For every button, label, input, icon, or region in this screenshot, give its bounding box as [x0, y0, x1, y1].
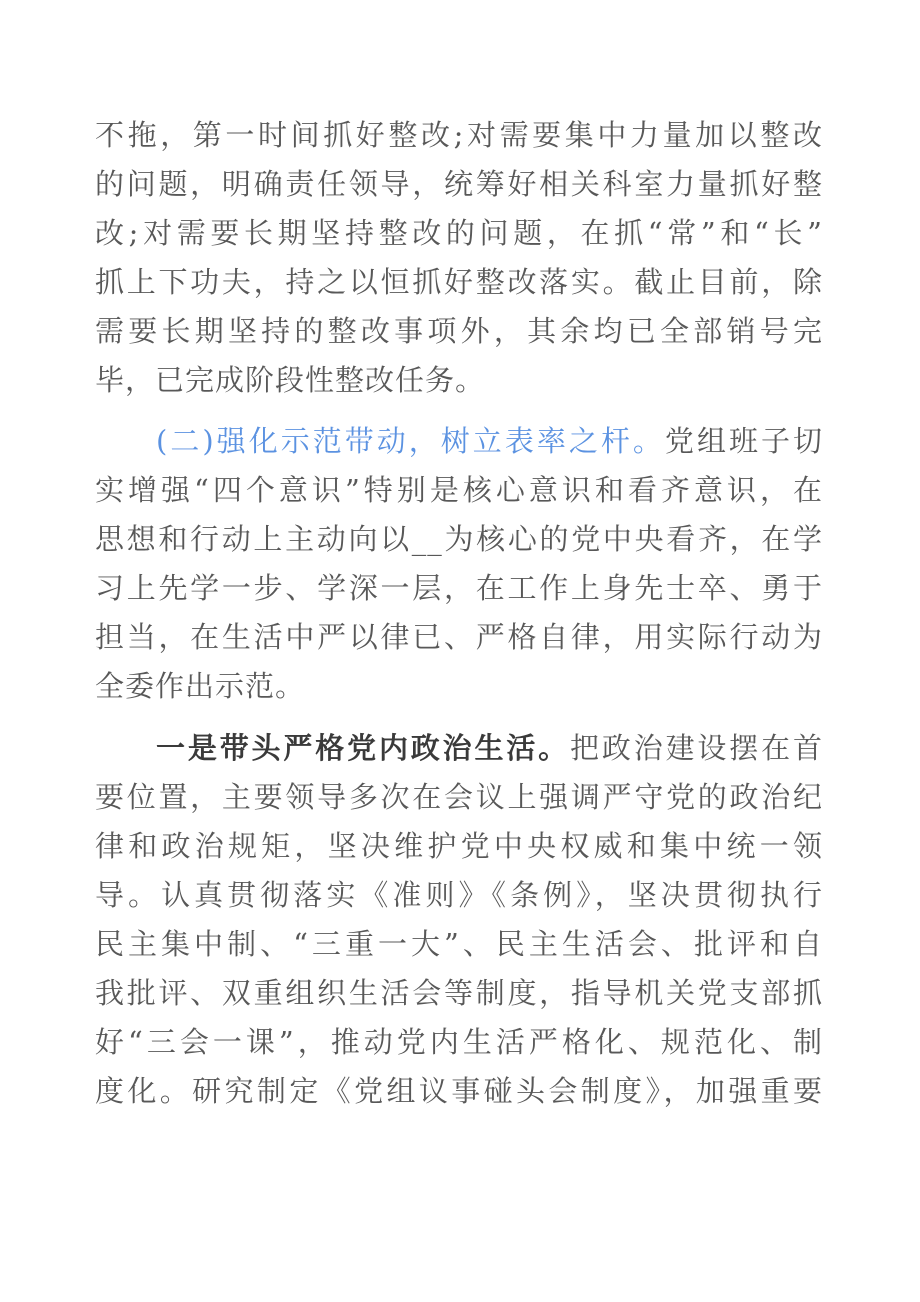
- text-line: 毕，已完成阶段性整改任务。: [95, 363, 486, 397]
- paragraph-3: [95, 724, 823, 1116]
- text-line: 担当，在生活中严以律已、严格自律，用实际行动为: [95, 620, 823, 654]
- text-line: 改;对需要长期坚持整改的问题，在抓“常”和“长”: [95, 216, 823, 250]
- text-line: 实增强“四个意识”特别是核心意识和看齐意识，在: [95, 473, 823, 507]
- section-heading: (二)强化示范带动，树立表率之杆。: [156, 424, 665, 458]
- text-line: 我批评、双重组织生活会等制度，指导机关党支部抓: [95, 976, 823, 1010]
- text-line: 要位置，主要领导多次在会议上强调严守党的政治纪: [95, 780, 823, 814]
- text-line: 不拖，第一时间抓好整改;对需要集中力量加以整改: [95, 118, 823, 152]
- text-line: 的问题，明确责任领导，统筹好相关科室力量抓好整: [95, 167, 823, 201]
- paragraph-2: [95, 417, 823, 711]
- text-line: 导。认真贯彻落实《准则》《条例》，坚决贯彻执行: [95, 878, 823, 912]
- text-line: 全委作出示范。: [95, 669, 306, 703]
- text-run: 党组班子切: [664, 424, 823, 458]
- text-line: 度化。研究制定《党组议事碰头会制度》，加强重要: [95, 1074, 823, 1108]
- text-line: 需要长期坚持的整改事项外，其余均已全部销号完: [95, 314, 823, 348]
- text-line: 律和政治规矩，坚决维护党中央权威和集中统一领: [95, 829, 823, 863]
- text-line: 好“三会一课”，推动党内生活严格化、规范化、制: [95, 1025, 823, 1059]
- text-line: 民主集中制、“三重一大”、民主生活会、批评和自: [95, 927, 823, 961]
- text-line: 习上先学一步、学深一层，在工作上身先士卒、勇于: [95, 571, 823, 605]
- sub-heading: 一是带头严格党内政治生活。: [156, 731, 571, 765]
- text-line: 抓上下功夫，持之以恒抓好整改落实。截止目前，除: [95, 265, 823, 299]
- text-line: 思想和行动上主动向以__为核心的党中央看齐，在学: [95, 522, 823, 556]
- first-line: [156, 417, 823, 466]
- paragraph-1: [95, 111, 823, 405]
- first-line: [156, 724, 823, 773]
- text-run: 把政治建设摆在首: [570, 731, 823, 765]
